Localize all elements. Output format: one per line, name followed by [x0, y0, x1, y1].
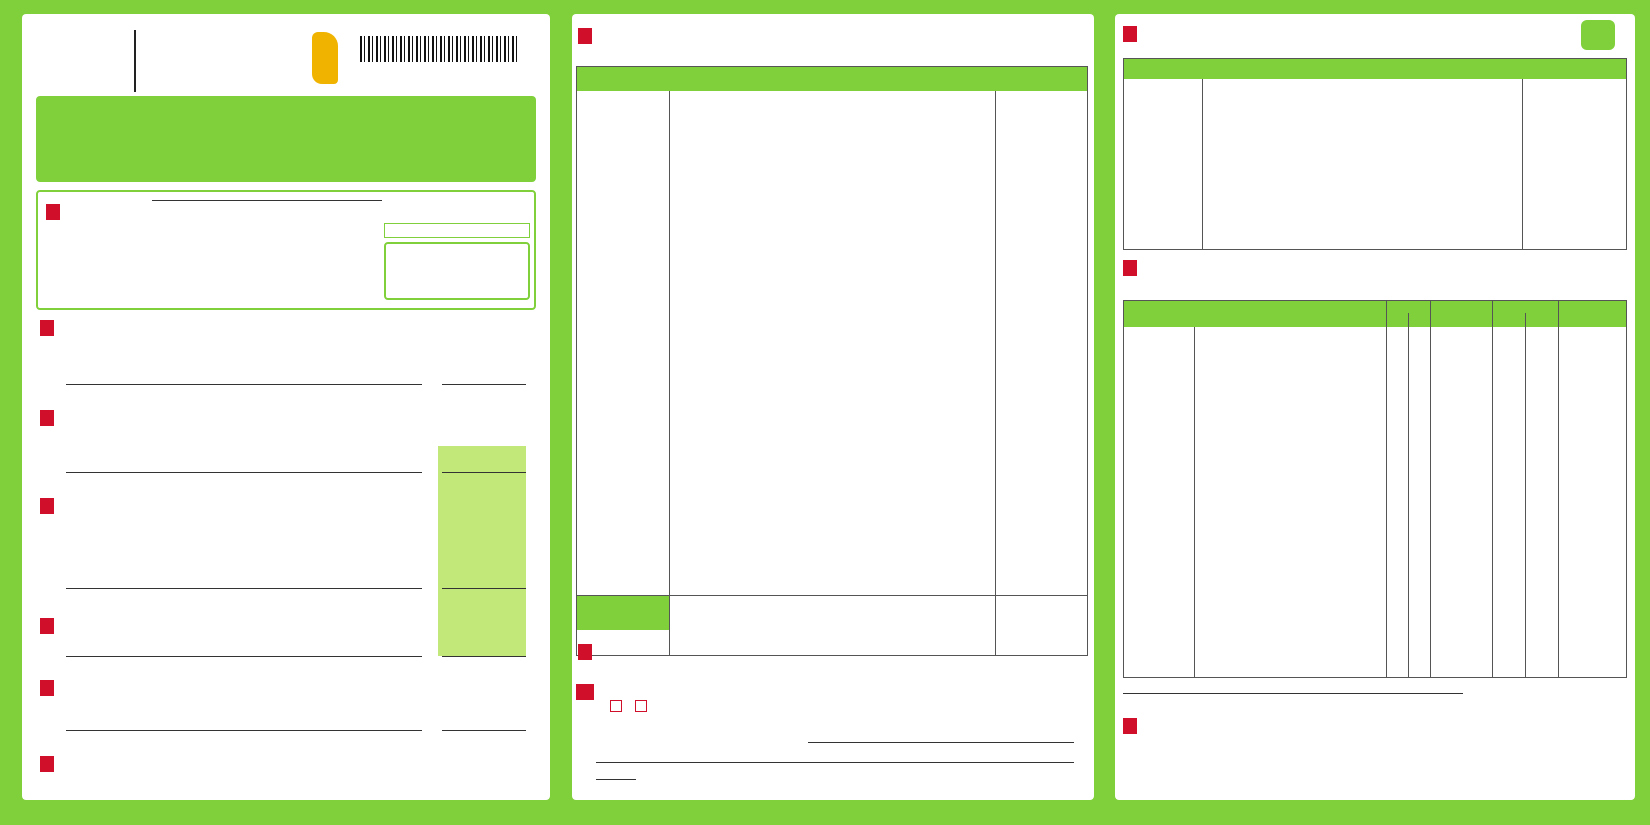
section-3-title — [40, 410, 420, 426]
section-13-title — [1123, 718, 1627, 746]
section-7-text — [40, 756, 470, 798]
barcode — [360, 36, 520, 62]
sheet-number-badge — [1581, 20, 1615, 50]
section-4-title — [40, 498, 430, 514]
representantes-table — [1123, 300, 1627, 678]
protesta-boxes — [1123, 754, 1627, 774]
incidente-si-checkbox[interactable] — [610, 700, 622, 712]
caso-text — [596, 770, 636, 784]
results-table — [576, 66, 1088, 656]
tipo-casilla-label — [384, 223, 530, 238]
section-10-text — [576, 684, 1086, 713]
mesa-directiva-table — [1123, 58, 1627, 250]
sum-column — [438, 446, 526, 656]
left-panel — [22, 14, 550, 800]
section-12-title — [1123, 260, 1627, 300]
results-header — [577, 67, 1087, 91]
section-2-title — [40, 320, 420, 336]
election-banner — [36, 96, 536, 182]
header-divider — [134, 30, 136, 92]
municipio-value — [152, 200, 382, 201]
right-panel — [1115, 14, 1635, 800]
total-label — [577, 596, 669, 630]
center-panel — [572, 14, 1094, 800]
section-8-title — [578, 28, 1088, 70]
nuevo-leon-map-icon — [312, 32, 338, 84]
incidente-no-checkbox[interactable] — [635, 700, 647, 712]
section-11-title — [1123, 26, 1563, 54]
section-6-title — [40, 680, 430, 708]
municipio-label — [46, 204, 66, 220]
tipo-casilla-value — [384, 242, 530, 300]
protesta-text — [1123, 686, 1627, 698]
section-5-title — [40, 618, 60, 634]
section-9-text — [578, 644, 1088, 674]
